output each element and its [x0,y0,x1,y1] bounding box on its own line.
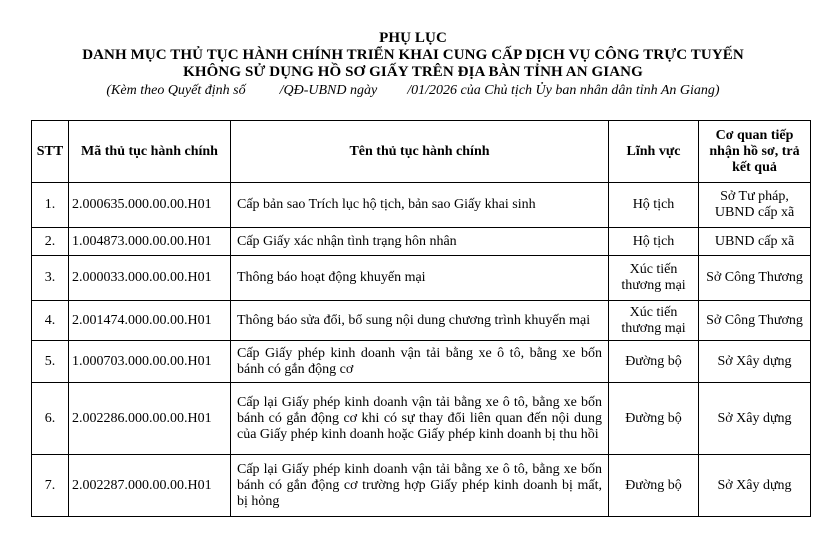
decision-reference [0,82,826,99]
row-name: Cấp Giấy phép kinh doanh vận tải bằng xe ô tô, bằng xe bốn bánh có gắn động cơ [231,341,609,383]
header-stt: STT [32,121,69,183]
row-agency: Sở Xây dựng [699,383,811,455]
row-code: 1.000703.000.00.00.H01 [69,341,231,383]
row-field: Xúc tiến thương mại [609,256,699,301]
row-stt: 6. [32,383,69,455]
list-heading-line1: DANH MỤC THỦ TỤC HÀNH CHÍNH TRIỂN KHAI CUNG CẤP DỊCH VỤ CÔNG TRỰC TUYẾN [82,47,744,63]
header-name: Tên thủ tục hành chính [231,121,609,183]
row-name: Thông báo hoạt động khuyến mại [231,256,609,301]
table-row [32,228,811,256]
row-stt: 4. [32,301,69,341]
row-name: Cấp lại Giấy phép kinh doanh vận tải bằng xe ô tô, bằng xe bốn bánh có gắn động cơ khi có sự thay đổi liên quan đến nội dung của Giấy phép kinh doanh hoặc Giấy phép kinh doanh bị thu hồi [231,383,609,455]
table-header-row [32,121,811,183]
row-field: Đường bộ [609,455,699,517]
procedures-table [31,120,811,517]
decision-reference-part1: (Kèm theo Quyết định số [106,83,246,98]
document-header [0,30,826,99]
row-stt: 2. [32,228,69,256]
row-agency: UBND cấp xã [699,228,811,256]
appendix-title: PHỤ LỤC [379,30,447,46]
row-agency: Sở Xây dựng [699,455,811,517]
row-field: Hộ tịch [609,183,699,228]
table-row [32,383,811,455]
row-code: 2.000033.000.00.00.H01 [69,256,231,301]
row-code: 1.004873.000.00.00.H01 [69,228,231,256]
row-code: 2.001474.000.00.00.H01 [69,301,231,341]
table-row [32,455,811,517]
row-stt: 1. [32,183,69,228]
row-stt: 7. [32,455,69,517]
row-field: Hộ tịch [609,228,699,256]
row-name: Cấp lại Giấy phép kinh doanh vận tải bằng xe ô tô, bằng xe bốn bánh có gắn động cơ trường hợp Giấy phép kinh doanh bị mất, bị hỏng [231,455,609,517]
header-code: Mã thủ tục hành chính [69,121,231,183]
table-row [32,183,811,228]
table-row [32,341,811,383]
table-row [32,256,811,301]
row-field: Đường bộ [609,383,699,455]
row-agency: Sở Công Thương [699,256,811,301]
row-stt: 5. [32,341,69,383]
row-code: 2.002287.000.00.00.H01 [69,455,231,517]
row-name: Cấp bản sao Trích lục hộ tịch, bản sao Giấy khai sinh [231,183,609,228]
row-code: 2.002286.000.00.00.H01 [69,383,231,455]
row-stt: 3. [32,256,69,301]
table-row [32,301,811,341]
header-field: Lĩnh vực [609,121,699,183]
row-code: 2.000635.000.00.00.H01 [69,183,231,228]
row-name: Cấp Giấy xác nhận tình trạng hôn nhân [231,228,609,256]
row-field: Đường bộ [609,341,699,383]
decision-reference-part3: /01/2026 của Chủ tịch Ủy ban nhân dân tỉnh An Giang) [407,83,720,98]
list-heading-line2: KHÔNG SỬ DỤNG HỒ SƠ GIẤY TRÊN ĐỊA BÀN TỈNH AN GIANG [183,64,643,80]
row-agency: Sở Tư pháp, UBND cấp xã [699,183,811,228]
decision-reference-part2: /QĐ-UBND ngày [279,83,378,98]
row-field: Xúc tiến thương mại [609,301,699,341]
header-agency: Cơ quan tiếp nhận hồ sơ, trả kết quả [699,121,811,183]
row-agency: Sở Công Thương [699,301,811,341]
row-agency: Sở Xây dựng [699,341,811,383]
row-name: Thông báo sửa đổi, bổ sung nội dung chương trình khuyến mại [231,301,609,341]
